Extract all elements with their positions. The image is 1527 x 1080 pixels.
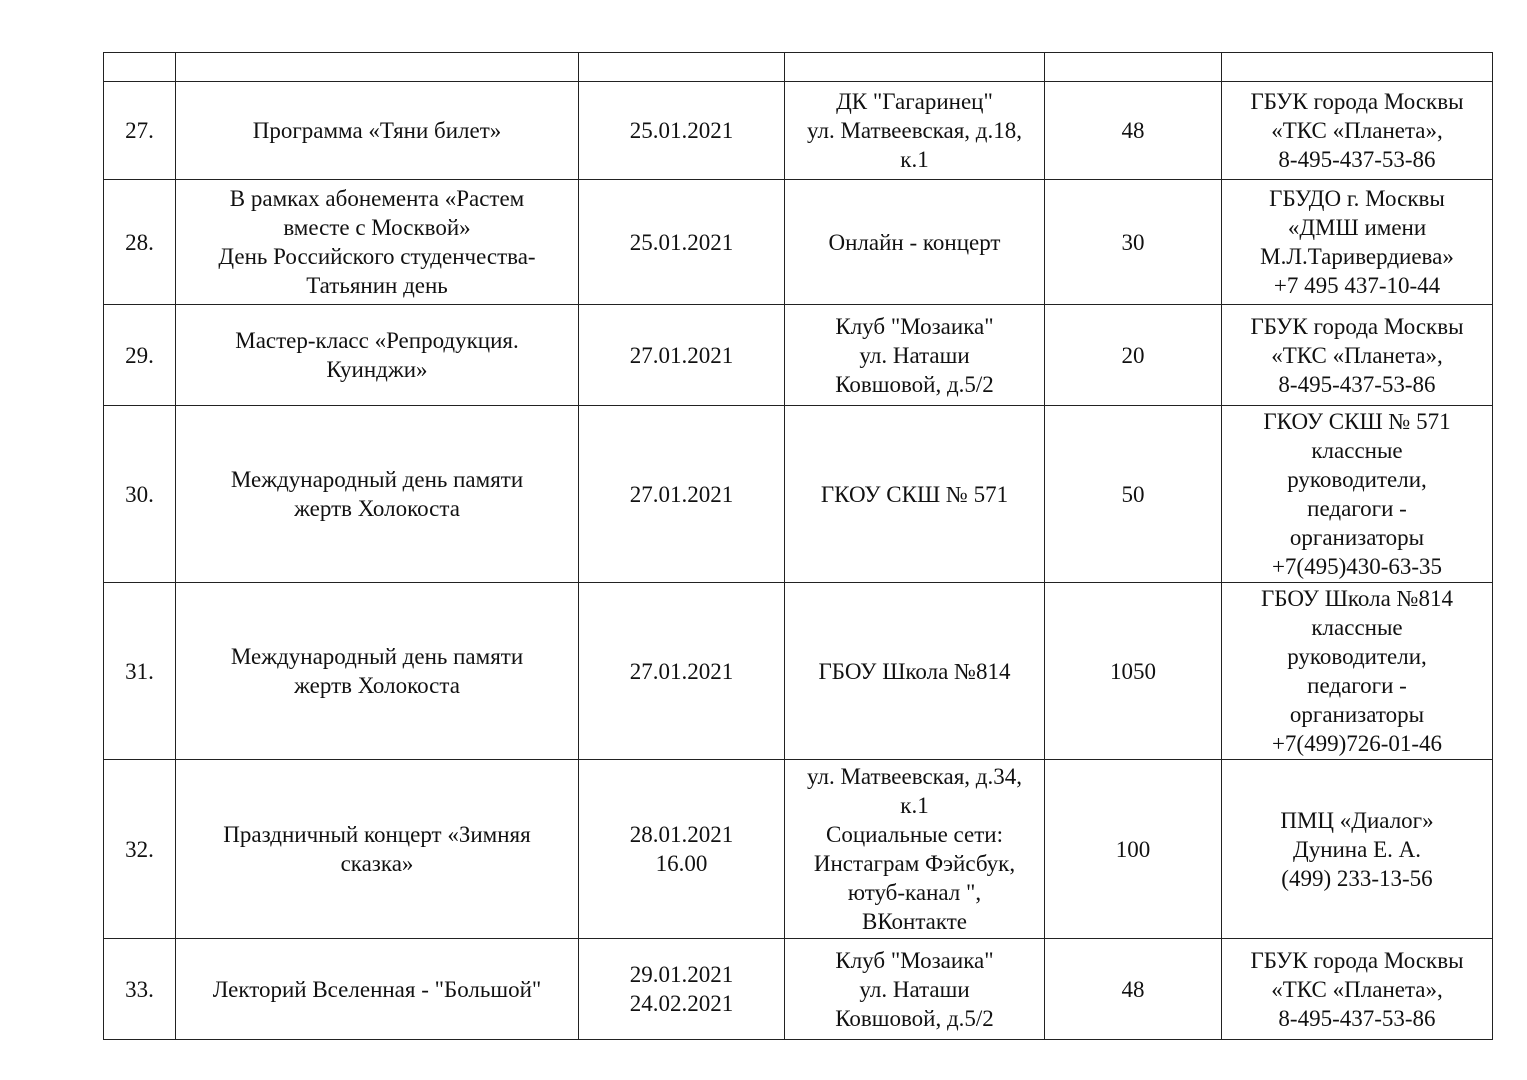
event-date: 25.01.2021	[579, 82, 785, 180]
event-organizer: ГБОУ Школа №814 классные руководители, педагоги - организаторы +7(499)726-01-46	[1222, 583, 1493, 760]
table-row	[104, 406, 1493, 583]
participant-count: 48	[1045, 82, 1222, 180]
event-date: 28.01.2021 16.00	[579, 760, 785, 939]
row-number: 32.	[104, 760, 176, 939]
table-row	[104, 760, 1493, 939]
table-row	[104, 305, 1493, 406]
participant-count: 1050	[1045, 583, 1222, 760]
table-row	[104, 583, 1493, 760]
event-date: 27.01.2021	[579, 583, 785, 760]
participant-count: 100	[1045, 760, 1222, 939]
table-cell	[1222, 53, 1493, 82]
participant-count: 30	[1045, 180, 1222, 305]
event-name: Лекторий Вселенная - "Большой"	[176, 939, 579, 1040]
event-date: 27.01.2021	[579, 305, 785, 406]
row-number: 31.	[104, 583, 176, 760]
participant-count: 48	[1045, 939, 1222, 1040]
event-name: Международный день памяти жертв Холокоста	[176, 406, 579, 583]
event-place: ДК "Гагаринец" ул. Матвеевская, д.18, к.1	[785, 82, 1045, 180]
row-number: 30.	[104, 406, 176, 583]
event-place: ГКОУ СКШ № 571	[785, 406, 1045, 583]
row-number: 28.	[104, 180, 176, 305]
table-row	[104, 939, 1493, 1040]
event-organizer: ПМЦ «Диалог» Дунина Е. А. (499) 233-13-56	[1222, 760, 1493, 939]
event-place: ГБОУ Школа №814	[785, 583, 1045, 760]
event-organizer: ГКОУ СКШ № 571 классные руководители, педагоги - организаторы +7(495)430-63-35	[1222, 406, 1493, 583]
event-organizer: ГБУК города Москвы «ТКС «Планета», 8-495-437-53-86	[1222, 939, 1493, 1040]
event-place: Онлайн - концерт	[785, 180, 1045, 305]
table-cell	[176, 53, 579, 82]
event-name: В рамках абонемента «Растем вместе с Москвой» День Российского студенчества- Татьянин день	[176, 180, 579, 305]
table-cell	[104, 53, 176, 82]
table-row	[104, 180, 1493, 305]
participant-count: 50	[1045, 406, 1222, 583]
event-organizer: ГБУК города Москвы «ТКС «Планета», 8-495-437-53-86	[1222, 305, 1493, 406]
event-organizer: ГБУДО г. Москвы «ДМШ имени М.Л.Таривердиева» +7 495 437-10-44	[1222, 180, 1493, 305]
event-place: Клуб "Мозаика" ул. Наташи Ковшовой, д.5/2	[785, 305, 1045, 406]
participant-count: 20	[1045, 305, 1222, 406]
event-place: Клуб "Мозаика" ул. Наташи Ковшовой, д.5/2	[785, 939, 1045, 1040]
table-cell	[785, 53, 1045, 82]
event-name: Программа «Тяни билет»	[176, 82, 579, 180]
event-date: 25.01.2021	[579, 180, 785, 305]
event-organizer: ГБУК города Москвы «ТКС «Планета», 8-495-437-53-86	[1222, 82, 1493, 180]
table-cell	[1045, 53, 1222, 82]
row-number: 27.	[104, 82, 176, 180]
table-header-row-empty	[104, 53, 1493, 82]
event-date: 27.01.2021	[579, 406, 785, 583]
event-name: Праздничный концерт «Зимняя сказка»	[176, 760, 579, 939]
table-row	[104, 82, 1493, 180]
event-place: ул. Матвеевская, д.34, к.1 Социальные сети: Инстаграм Фэйсбук, ютуб-канал ", ВКонтакте	[785, 760, 1045, 939]
row-number: 29.	[104, 305, 176, 406]
event-name: Международный день памяти жертв Холокоста	[176, 583, 579, 760]
row-number: 33.	[104, 939, 176, 1040]
event-name: Мастер-класс «Репродукция. Куинджи»	[176, 305, 579, 406]
event-date: 29.01.2021 24.02.2021	[579, 939, 785, 1040]
events-table	[103, 52, 1493, 1040]
table-cell	[579, 53, 785, 82]
